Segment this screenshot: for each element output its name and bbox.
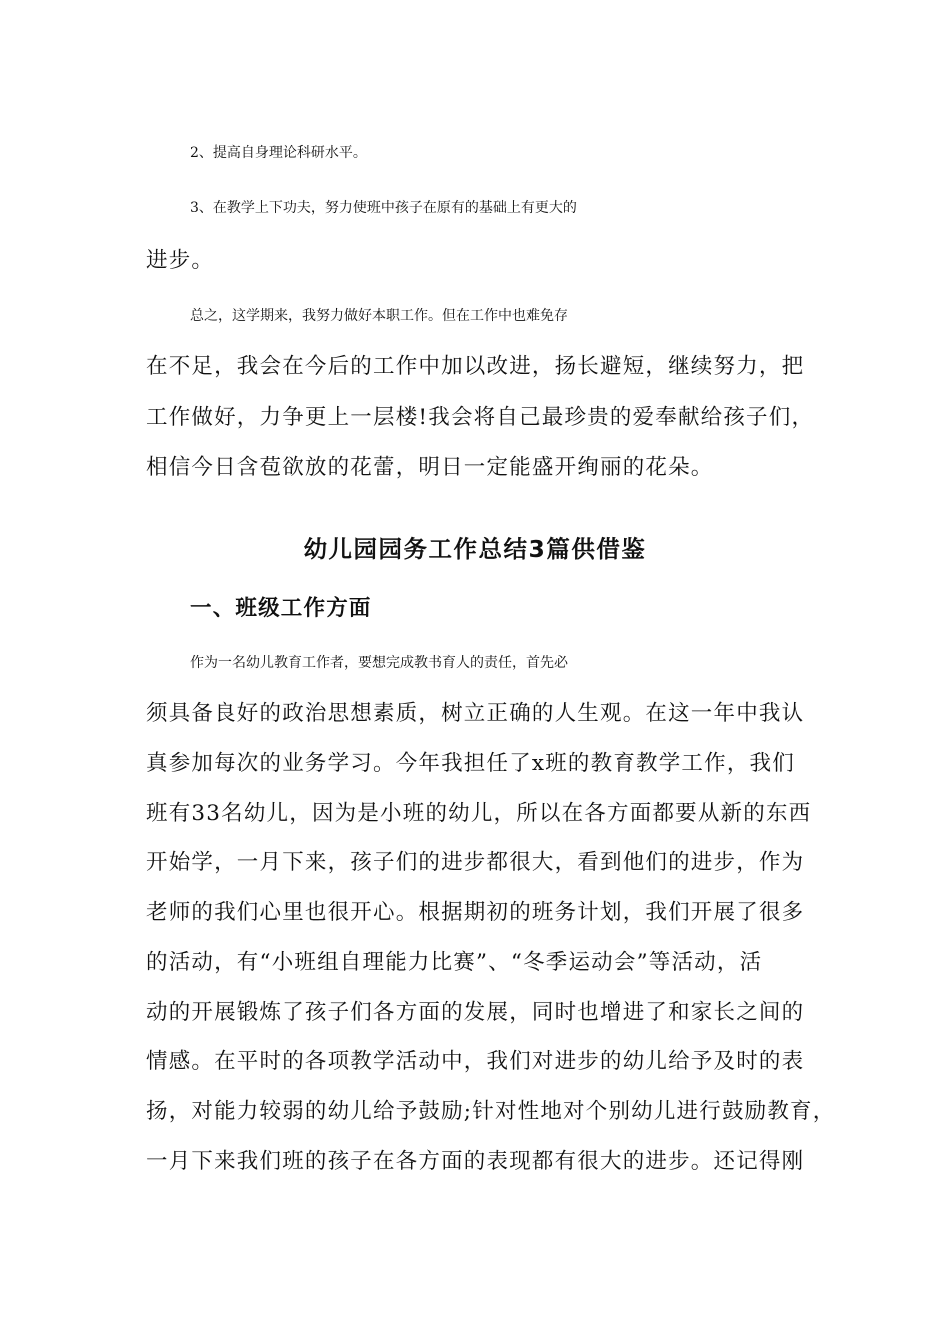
paragraph-line: 进步。 bbox=[146, 248, 215, 273]
document-title: 幼儿园园务工作总结3篇供借鉴 bbox=[303, 535, 647, 563]
paragraph-line: 在不足，我会在今后的工作中加以改进，扬长避短，继续努力，把 bbox=[146, 354, 805, 379]
paragraph-line: 扬，对能力较弱的幼儿给予鼓励;针对性地对个别幼儿进行鼓励教育， bbox=[146, 1099, 836, 1124]
paragraph-line: 动的开展锻炼了孩子们各方面的发展，同时也增进了和家长之间的 bbox=[146, 1000, 805, 1025]
paragraph-line: 情感。在平时的各项教学活动中，我们对进步的幼儿给予及时的表 bbox=[146, 1049, 805, 1074]
paragraph-line: 工作做好，力争更上一层楼!我会将自己最珍贵的爱奉献给孩子们， bbox=[146, 405, 815, 430]
paragraph-line: 班有33名幼儿，因为是小班的幼儿，所以在各方面都要从新的东西 bbox=[146, 801, 812, 826]
paragraph-line: 总之，这学期来，我努力做好本职工作。但在工作中也难免存 bbox=[190, 308, 568, 324]
paragraph-line: 真参加每次的业务学习。今年我担任了x班的教育教学工作，我们 bbox=[146, 751, 795, 776]
paragraph-line: 相信今日含苞欲放的花蕾，明日一定能盛开绚丽的花朵。 bbox=[146, 455, 714, 480]
paragraph-line: 作为一名幼儿教育工作者，要想完成教书育人的责任，首先必 bbox=[190, 655, 568, 671]
paragraph-line: 2、提高自身理论科研水平。 bbox=[190, 145, 367, 161]
section-heading: 一、班级工作方面 bbox=[190, 596, 372, 621]
paragraph-line: 老师的我们心里也很开心。根据期初的班务计划，我们开展了很多 bbox=[146, 900, 805, 925]
paragraph-line: 开始学，一月下来，孩子们的进步都很大，看到他们的进步，作为 bbox=[146, 850, 805, 875]
paragraph-line: 一月下来我们班的孩子在各方面的表现都有很大的进步。还记得刚 bbox=[146, 1149, 805, 1174]
paragraph-line: 须具备良好的政治思想素质，树立正确的人生观。在这一年中我认 bbox=[146, 701, 805, 726]
paragraph-line: 的活动，有“小班组自理能力比赛”、“冬季运动会”等活动，活 bbox=[146, 950, 763, 975]
paragraph-line: 3、在教学上下功夫，努力使班中孩子在原有的基础上有更大的 bbox=[190, 200, 577, 216]
